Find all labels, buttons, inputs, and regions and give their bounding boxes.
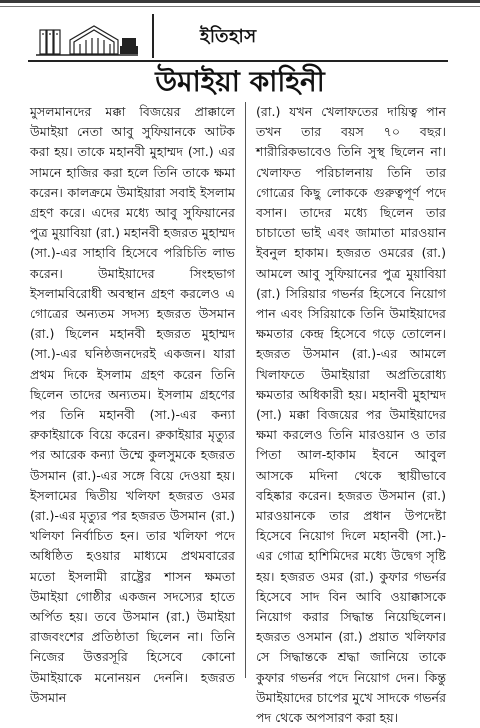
article-column-left (30, 102, 235, 705)
header-divider (152, 14, 154, 58)
header-underline (28, 60, 448, 62)
column-text: মুসলমানদের মক্কা বিজয়ের প্রাক্কালে উমাইয়া নেতা আবু সুফিয়ানকে আটক করা হয়। তাকে মহানবী মুহাম্মদ (সা.) এর সামনে হাজির করা হলে তিনি তাকে ক্ষমা করেন। কালক্রমে উমাইয়ারা সবাই ইসলাম গ্রহণ করে। এদের মধ্যে আবু সুফিয়ানের পুত্র মুয়াবিয়া (রা.) মহানবী হজরত মুহাম্মদ (সা.)-এর সাহাবি হিসেবে পরিচিতি লাভ করেন। উমাইয়াদের সিংহভাগ ইসলামবিরোধী অবস্থান গ্রহণ করলেও এ গোত্রের অন্যতম সদস্য হজরত উসমান (রা.) ছিলেন মহানবী হজরত মুহাম্মদ (সা.)-এর ঘনিষ্ঠজনদেরই একজন। যারা প্রথম দিকে ইসলাম গ্রহণ করেন তিনি ছিলেন তাদের অন্যতম। ইসলাম গ্রহণের পর তিনি মহানবী (সা.)-এর কন্যা রুকাইয়াকে বিয়ে করেন। রুকাইয়ার মৃত্যুর পর আরেক কন্যা উম্মে কুলসুমকে হজরত উসমান (রা.)-এর সঙ্গে বিয়ে দেওয়া হয়। ইসলামের দ্বিতীয় খলিফা হজরত ওমর (রা.)-এর মৃত্যুর পর হজরত উসমান (রা.) খলিফা নির্বাচিত হন। তার খলিফা পদে অধিষ্ঠিত হওয়ার মাধ্যমে প্রথমবারের মতো ইসলামী রাষ্ট্রের শাসন ক্ষমতা উমাইয়া গোষ্ঠীর একজন সদস্যের হাতে অর্পিত হয়। তবে উসমান (রা.) উমাইয়া রাজবংশের প্রতিষ্ঠাতা ছিলেন না। তিনি নিজের উত্তরসূরি হিসেবে কোনো উমাইয়াকে মনোনয়ন দেননি। হজরত উসমান (30, 104, 235, 705)
books-logo-icon (34, 16, 142, 60)
top-rule-thin (0, 6, 480, 7)
column-divider (245, 102, 246, 678)
article-column-right (256, 102, 446, 726)
top-rule (0, 0, 480, 3)
section-label: ইতিহাস (200, 26, 257, 47)
column-text: (রা.) যখন খেলাফতের দায়িত্ব পান তখন তার বয়স ৭০ বছর। শারীরিকভাবেও তিনি সুস্থ ছিলেন না। খেলাফত পরিচালনায় তিনি তার গোত্রের কিছু লোককে গুরুত্বপূর্ণ পদে বসান। তাদের মধ্যে ছিলেন তার চাচাতো ভাই এবং জামাতা মারওয়ান ইবনুল হাকাম। হজরত ওমরের (রা.) আমলে আবু সুফিয়ানের পুত্র মুয়াবিয়া (রা.) সিরিয়ার গভর্নর হিসেবে নিয়োগ পান এবং সিরিয়াকে তিনি উমাইয়াদের ক্ষমতার কেন্দ্র হিসেবে গড়ে তোলেন। হজরত উসমান (রা.)-এর আমলে খিলাফতে উমাইয়ারা অপ্রতিরোধ্য ক্ষমতার অধিকারী হয়। মহানবী মুহাম্মদ (সা.) মক্কা বিজয়ের পর উমাইয়াদের ক্ষমা করলেও তিনি মারওয়ান ও তার পিতা আল-হাকাম ইবনে আবুল আসকে মদিনা থেকে স্থায়ীভাবে বহিষ্কার করেন। হজরত উসমান (রা.) মারওয়ানকে তার প্রধান উপদেষ্টা হিসেবে নিয়োগ দিলে মহানবী (সা.)-এর গোত্র হাশিমিদের মধ্যে উদ্বেগ সৃষ্টি হয়। হজরত ওমর (রা.) কুফার গভর্নর হিসেবে সাদ বিন আবি ওয়াক্কাসকে নিয়োগ করার সিদ্ধান্ত নিয়েছিলেন। হজরত ওসমান (রা.) প্রয়াত খলিফার সে সিদ্ধান্তকে শ্রদ্ধা জানিয়ে তাকে কুফার গভর্নর পদে নিয়োগ দেন। কিন্তু উমাইয়াদের চাপের মুখে সাদকে গভর্নর পদ থেকে অপসারণ করা হয়। (256, 104, 446, 726)
section-header (28, 14, 448, 60)
article-body (30, 102, 446, 726)
article-title: উমাইয়া কাহিনী (155, 65, 325, 98)
